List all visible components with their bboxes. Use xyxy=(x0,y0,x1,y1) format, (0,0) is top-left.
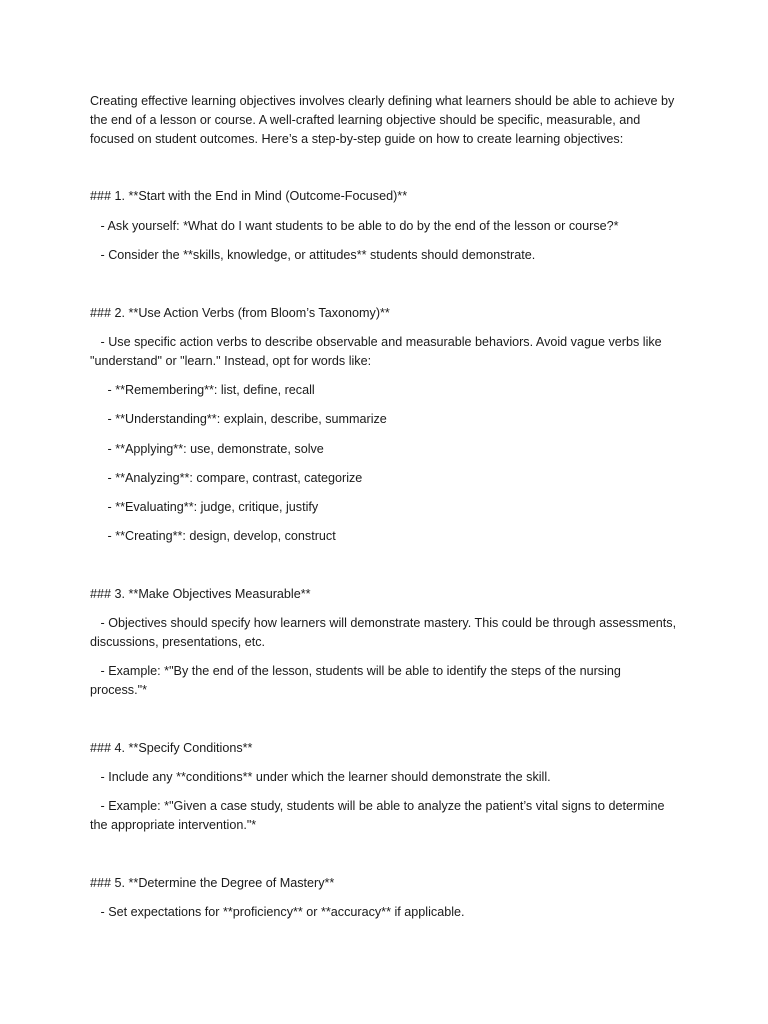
section2-bullet-line-1: - Use specific action verbs to describe observable and measurable behaviors. Avoid vague verbs like xyxy=(90,335,662,349)
section4-bullet2-line-2: the appropriate intervention."* xyxy=(90,818,257,832)
section4-heading: ### 4. **Specify Conditions** xyxy=(90,741,253,755)
section2-subbullet-applying: - **Applying**: use, demonstrate, solve xyxy=(90,442,324,456)
section2-subbullet-creating: - **Creating**: design, develop, construct xyxy=(90,529,336,543)
section1-heading: ### 1. **Start with the End in Mind (Outcome-Focused)** xyxy=(90,189,408,203)
section5-bullet-1: - Set expectations for **proficiency** or **accuracy** if applicable. xyxy=(90,905,465,919)
section3-bullet2-line-1: - Example: *"By the end of the lesson, students will be able to identify the steps of the nursing xyxy=(90,664,621,678)
section5-heading: ### 5. **Determine the Degree of Mastery** xyxy=(90,876,335,890)
section4-bullet2-line-1: - Example: *"Given a case study, students will be able to analyze the patient’s vital signs to determine xyxy=(90,799,665,813)
section2-subbullet-analyzing: - **Analyzing**: compare, contrast, categorize xyxy=(90,471,363,485)
section2-subbullet-evaluating: - **Evaluating**: judge, critique, justify xyxy=(90,500,319,514)
section2-subbullet-remembering: - **Remembering**: list, define, recall xyxy=(90,383,315,397)
intro-line-1: Creating effective learning objectives involves clearly defining what learners should be able to achieve by xyxy=(90,94,675,108)
section2-heading: ### 2. **Use Action Verbs (from Bloom’s Taxonomy)** xyxy=(90,306,390,320)
section4-bullet-1: - Include any **conditions** under which the learner should demonstrate the skill. xyxy=(90,770,551,784)
section3-heading: ### 3. **Make Objectives Measurable** xyxy=(90,587,311,601)
section3-bullet1-line-1: - Objectives should specify how learners will demonstrate mastery. This could be through assessments, xyxy=(90,616,677,630)
section2-bullet-line-2: "understand" or "learn." Instead, opt for words like: xyxy=(90,354,372,368)
section2-subbullet-understanding: - **Understanding**: explain, describe, summarize xyxy=(90,412,387,426)
section1-bullet-1: - Ask yourself: *What do I want students to be able to do by the end of the lesson or course?* xyxy=(90,219,619,233)
section3-bullet2-line-2: process."* xyxy=(90,683,147,697)
section3-bullet1-line-2: discussions, presentations, etc. xyxy=(90,635,266,649)
intro-line-3: focused on student outcomes. Here’s a step-by-step guide on how to create learning objectives: xyxy=(90,132,624,146)
intro-line-2: the end of a lesson or course. A well-crafted learning objective should be specific, measurable, and xyxy=(90,113,641,127)
section1-bullet-2: - Consider the **skills, knowledge, or attitudes** students should demonstrate. xyxy=(90,248,536,262)
